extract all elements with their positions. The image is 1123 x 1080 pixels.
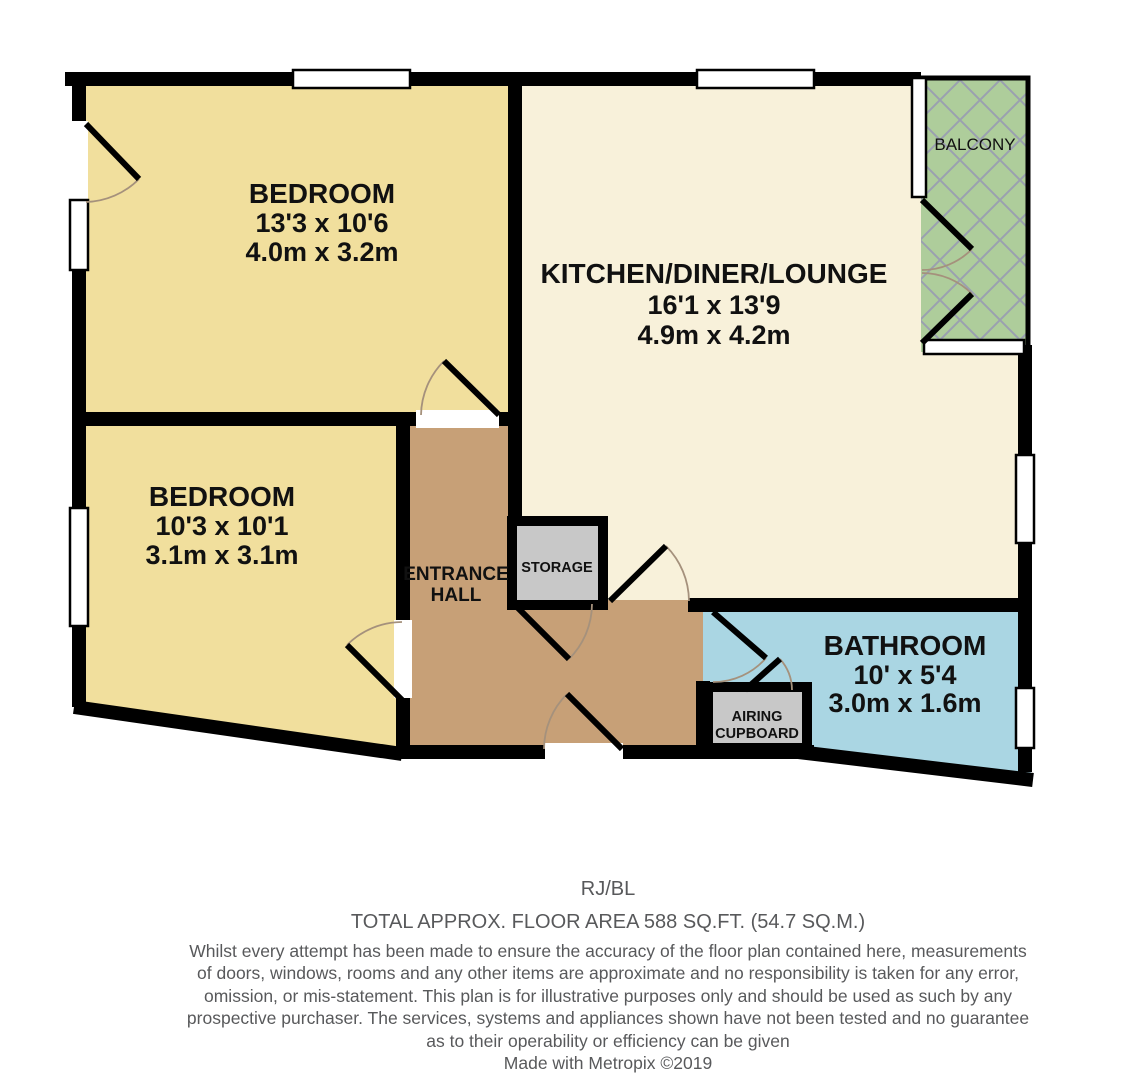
window-bedroom2-left [70,508,88,626]
door-opening-bedroom1-exterior [70,121,88,202]
airing-cupboard-label-line1: AIRING [731,709,783,725]
footer-disclaimer-line: of doors, windows, rooms and any other items are approximate and no responsibility is taken for any error, [197,963,1019,983]
footer-disclaimer-line: as to their operability or efficiency can be given [426,1031,790,1051]
footer-disclaimer-line: Whilst every attempt has been made to ensure the accuracy of the floor plan contained here, measurements [189,941,1027,961]
footer [187,878,1029,1073]
footer-disclaimer-line: omission, or mis-statement. This plan is for illustrative purposes only and should be used as such by any [204,986,1012,1006]
window-bathroom-right [1016,688,1034,748]
window-bedroom1-left [70,200,88,270]
footer-reference: RJ/BL [580,878,636,900]
window-balcony-bottom [924,340,1024,354]
balcony-label: BALCONY [934,135,1016,154]
footer-credit: Made with Metropix ©2019 [503,1053,713,1073]
bedroom-2-size-metric: 3.1m x 3.1m [145,540,299,570]
bedroom-1-label: BEDROOM [248,178,396,209]
bathroom-label: BATHROOM [823,630,987,661]
bedroom-1-size-metric: 4.0m x 3.2m [245,237,399,267]
window-kitchen-top [697,70,814,88]
airing-cupboard-label-line2: CUPBOARD [715,726,799,742]
bedroom-1-size-imperial: 13'3 x 10'6 [255,208,389,238]
door-opening-front-door [545,743,623,761]
bedroom-2-floor [79,419,403,752]
bedroom-2-size-imperial: 10'3 x 10'1 [155,511,289,541]
door-opening-bedroom2 [394,620,412,698]
entrance-hall-label-line2: HALL [430,585,482,606]
storage-label: STORAGE [521,560,593,576]
bathroom-size-metric: 3.0m x 1.6m [828,688,982,718]
window-bedroom1-top [293,70,410,88]
footer-disclaimer-line: prospective purchaser. The services, systems and appliances shown have not been tested and no guarantee [186,1008,1030,1028]
window-balcony-left [912,78,926,197]
kitchen-size-imperial: 16'1 x 13'9 [647,290,781,320]
window-kitchen-right [1016,455,1034,543]
bedroom-2-label: BEDROOM [148,481,296,512]
kitchen-size-metric: 4.9m x 4.2m [637,320,791,350]
kitchen-label: KITCHEN/DINER/LOUNGE [540,258,888,289]
door-opening-bedroom1 [416,410,499,428]
entrance-hall-label-line1: ENTRANCE [403,564,509,585]
footer-total-area: TOTAL APPROX. FLOOR AREA 588 SQ.FT. (54.7 SQ.M.) [350,911,866,933]
bathroom-size-imperial: 10' x 5'4 [853,660,957,690]
